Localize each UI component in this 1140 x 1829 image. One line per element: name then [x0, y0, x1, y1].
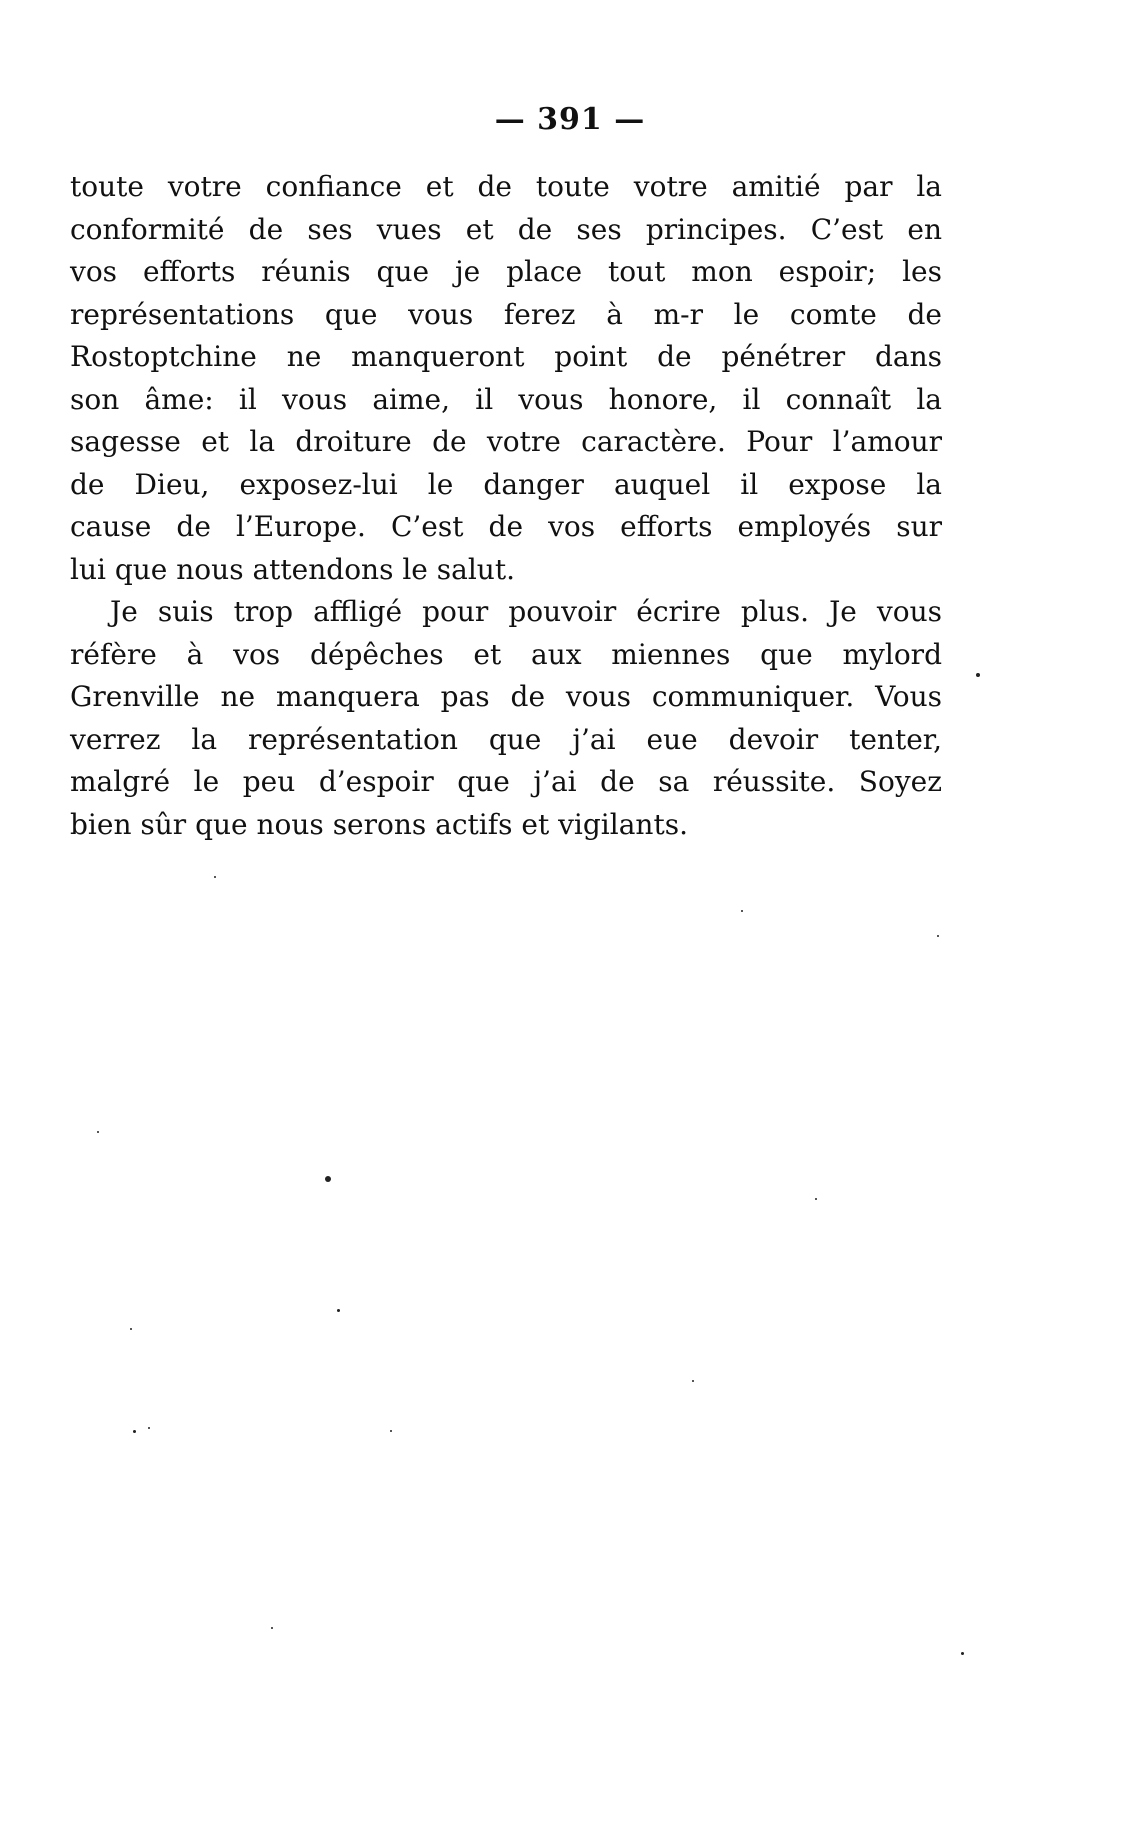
body-text	[70, 166, 942, 846]
text-line: sagesse et la droiture de votre caractère. Pour l’amour	[70, 425, 942, 458]
scan-speck	[130, 1328, 132, 1330]
scan-speck	[815, 1198, 817, 1200]
scan-speck	[390, 1430, 392, 1432]
text-line: cause de l’Europe. C’est de vos efforts employés sur	[70, 510, 942, 543]
scan-speck	[148, 1427, 150, 1429]
text-line: Rostoptchine ne manqueront point de pénétrer dans	[70, 340, 942, 373]
text-line: vos efforts réunis que je place tout mon espoir; les	[70, 255, 942, 288]
text-line: réfère à vos dépêches et aux miennes que mylord	[70, 637, 942, 671]
text-line: toute votre confiance et de toute votre amitié par la	[70, 170, 942, 203]
text-line: de Dieu, exposez-lui le danger auquel il expose la	[70, 467, 942, 501]
scan-speck	[214, 876, 216, 878]
scan-speck	[133, 1430, 136, 1433]
text-line: Grenville ne manquera pas de vous communiquer. Vous	[70, 680, 942, 713]
scan-speck	[937, 935, 939, 937]
scan-speck	[692, 1380, 694, 1382]
text-line: bien sûr que nous serons actifs et vigilants.	[70, 807, 688, 841]
scan-speck	[271, 1627, 273, 1629]
text-line: malgré le peu d’espoir que j’ai de sa réussite. Soyez	[70, 765, 942, 798]
text-line: représentations que vous ferez à m-r le comte de	[70, 297, 942, 331]
scan-speck	[976, 673, 980, 677]
scan-speck	[741, 910, 743, 912]
text-line: son âme: il vous aime, il vous honore, il connaît la	[70, 382, 942, 416]
scan-speck	[97, 1131, 99, 1133]
page-number: — 391 —	[494, 102, 646, 137]
text-line: lui que nous attendons le salut.	[70, 552, 515, 586]
scan-speck	[337, 1309, 340, 1312]
scan-speck	[325, 1176, 331, 1182]
text-line: conformité de ses vues et de ses principes. C’est en	[70, 212, 942, 246]
scan-speck	[961, 1652, 964, 1655]
text-line: Je suis trop affligé pour pouvoir écrire plus. Je vous	[110, 595, 942, 628]
text-line: verrez la représentation que j’ai eue devoir tenter,	[70, 722, 942, 756]
